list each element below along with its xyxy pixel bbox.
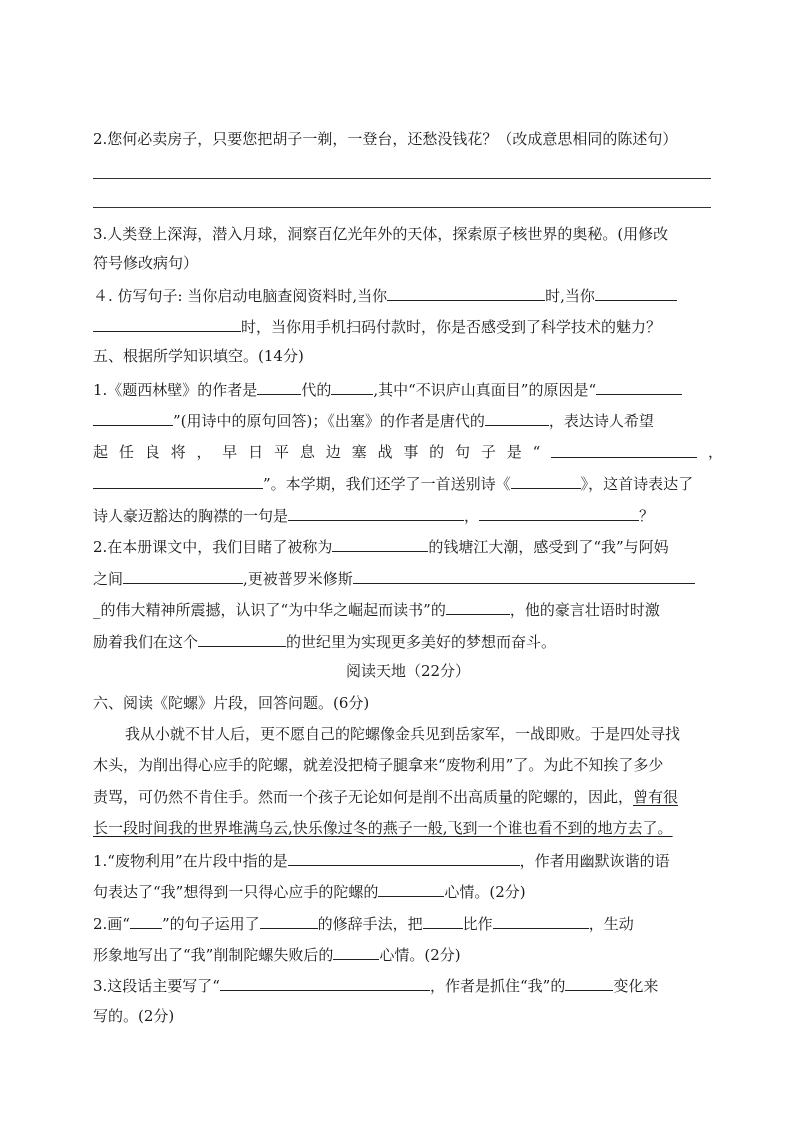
blank[interactable] bbox=[596, 377, 682, 395]
s6q1-text: ，作者用幽默诙谐的语 bbox=[519, 852, 670, 870]
s6q2-text: 形象地写出了“我”削制陀螺失败后的 bbox=[93, 946, 334, 964]
s5q1-line-3 bbox=[93, 440, 723, 464]
s5q2-text: ,更被普罗米修斯 bbox=[243, 570, 353, 588]
blank[interactable] bbox=[378, 879, 444, 897]
blank[interactable] bbox=[331, 377, 373, 395]
s6q1-line-2 bbox=[93, 879, 723, 903]
s5q1-line-5 bbox=[93, 503, 723, 527]
q4-text: 时，当你用手机扫码付款时，你是否感受到了科学技术的魅力？ bbox=[241, 318, 662, 336]
s5q1-text: 代的 bbox=[301, 381, 332, 399]
char: 事 bbox=[403, 443, 419, 461]
blank[interactable] bbox=[595, 283, 677, 301]
blank[interactable] bbox=[288, 503, 464, 521]
q3-line: 3.人类登上深海，潜入月球，洞察百亿光年外的天体，探索原子核世界的奥秘。(用修改 bbox=[93, 225, 669, 243]
char: 子 bbox=[480, 443, 496, 461]
char: ， bbox=[707, 443, 723, 461]
s5q1-text: 》，这首诗表达了 bbox=[580, 475, 694, 493]
char: 句 bbox=[455, 443, 471, 461]
s5q2-line-3 bbox=[93, 597, 723, 621]
s5q1-text: ”(用诗中的原句回答)；《出塞》的作者是唐代的 bbox=[173, 412, 485, 430]
s5q2-line-4 bbox=[93, 629, 723, 653]
s5q1-text: ”。本学期，我们还学了一首送别诗《 bbox=[263, 475, 511, 493]
blank[interactable] bbox=[93, 471, 263, 489]
char: 任 bbox=[118, 443, 134, 461]
blank[interactable] bbox=[93, 408, 173, 426]
blank[interactable] bbox=[220, 973, 430, 991]
s6q2-text: ”的句子运用了 bbox=[161, 915, 260, 933]
s6q2-text: 的修辞手法，把 bbox=[317, 915, 423, 933]
blank[interactable] bbox=[353, 566, 695, 584]
s6q3-text: 变化来 bbox=[613, 977, 659, 995]
char: 边 bbox=[325, 443, 341, 461]
s5q1-line-4 bbox=[93, 471, 723, 495]
blank[interactable] bbox=[333, 942, 379, 960]
answer-line[interactable] bbox=[93, 207, 711, 208]
blank[interactable] bbox=[257, 377, 301, 395]
blank[interactable] bbox=[485, 408, 549, 426]
blank[interactable] bbox=[565, 973, 613, 991]
s6q1-text: 心情。(2分) bbox=[444, 883, 526, 901]
passage-text: 责骂，可仍然不肯住手。然而一个孩子无论如何是削不出高质量的陀螺的，因此， bbox=[93, 788, 634, 806]
blank[interactable] bbox=[332, 534, 428, 552]
char: 早 bbox=[222, 443, 238, 461]
s5q1-text: 诗人豪迈豁达的胸襟的一句是 bbox=[93, 507, 289, 525]
s5q2-line-1 bbox=[93, 534, 723, 558]
s5q2-text: ，他的豪言壮语时时激 bbox=[509, 601, 660, 619]
s6q3-text: ，作者是抓住“我”的 bbox=[429, 977, 566, 995]
s6q1-text: 1.“废物利用”在片段中指的是 bbox=[93, 852, 288, 870]
passage-line: 我从小就不甘人后，更不愿自己的陀螺像金兵见到岳家军，一战即败。于是四处寻找 bbox=[125, 725, 681, 743]
char: “ bbox=[532, 443, 541, 461]
s6q3-line-1 bbox=[93, 973, 723, 997]
underlined-sentence: 长一段时间我的世界堆满乌云,快乐像过冬的燕子一般,飞到一个谁也看不到的地方去了。 bbox=[93, 819, 673, 837]
s6q2-text: 心情。(2分) bbox=[379, 946, 461, 964]
blank[interactable] bbox=[511, 471, 581, 489]
s6q2-text: 比作 bbox=[462, 915, 493, 933]
s5q2-text: 励着我们在这个 bbox=[93, 633, 199, 651]
s5q1-line-1 bbox=[93, 377, 723, 401]
q4-text: 时,当你 bbox=[545, 287, 595, 305]
char: 塞 bbox=[351, 443, 367, 461]
reading-title: 阅读天地（22分） bbox=[345, 662, 471, 680]
section-6-title: 六、阅读《陀螺》片段，回答问题。(6分) bbox=[93, 694, 370, 712]
char: 平 bbox=[274, 443, 290, 461]
q4-line-1 bbox=[93, 283, 723, 307]
char: 起 bbox=[93, 443, 109, 461]
q4-line-2 bbox=[93, 314, 723, 338]
char: 是 bbox=[506, 443, 522, 461]
blank[interactable] bbox=[423, 911, 463, 929]
s5q2-text: 的钱塘江大潮，感受到了“我”与阿妈 bbox=[428, 538, 669, 556]
s6q3-text: 3.这段话主要写了“ bbox=[93, 977, 220, 995]
q4-prompt: ４. 仿写句子: 当你启动电脑查阅资料时,当你 bbox=[93, 287, 388, 305]
char: 的 bbox=[429, 443, 445, 461]
s6q1-text: 句表达了“我”想得到一只得心应手的陀螺的 bbox=[93, 883, 379, 901]
s5q2-text: 之间 bbox=[93, 570, 124, 588]
blank[interactable] bbox=[551, 440, 697, 458]
blank[interactable] bbox=[198, 629, 286, 647]
char: 战 bbox=[377, 443, 393, 461]
s5q2-text: 的世纪里为实现更多美好的梦想而奋斗。 bbox=[286, 633, 557, 651]
s6q2-line-2 bbox=[93, 942, 723, 966]
q2-text: 2.您何必卖房子，只要您把胡子一剃，一登台，还愁没钱花？（改成意思相同的陈述句） bbox=[93, 130, 678, 148]
char: 息 bbox=[299, 443, 315, 461]
underlined-sentence: 曾有很 bbox=[633, 788, 679, 806]
blank[interactable] bbox=[123, 566, 243, 584]
blank[interactable] bbox=[387, 283, 545, 301]
s5q1-text: ,其中“不识庐山真面目”的原因是“ bbox=[373, 381, 597, 399]
char: 日 bbox=[248, 443, 264, 461]
s5q1-text: ， bbox=[464, 507, 480, 525]
s5q1-text: ？ bbox=[639, 507, 655, 525]
s6q3-line-2: 写的。(2分) bbox=[93, 1007, 175, 1025]
blank[interactable] bbox=[493, 911, 589, 929]
blank[interactable] bbox=[446, 597, 510, 615]
section-5-title: 五、根据所学知识填空。(14分) bbox=[93, 347, 304, 365]
blank[interactable] bbox=[260, 911, 318, 929]
s6q2-text: ，生动 bbox=[588, 915, 634, 933]
answer-line[interactable] bbox=[93, 178, 711, 179]
s5q2-text: _的伟大精神所震撼，认识了“为中华之崛起而读书”的 bbox=[93, 601, 446, 619]
char: 将 bbox=[170, 443, 186, 461]
s5q1-line-2 bbox=[93, 408, 723, 432]
s6q2-text: 2.画“ bbox=[93, 915, 130, 933]
s6q1-line-1 bbox=[93, 848, 723, 872]
char: 良 bbox=[144, 443, 160, 461]
s5q1-text: ，表达诗人希望 bbox=[548, 412, 654, 430]
s6q2-line-1 bbox=[93, 911, 723, 935]
q3-line: 符号修改病句） bbox=[93, 254, 199, 272]
s5q2-text: 2.在本册课文中，我们目睹了被称为 bbox=[93, 538, 333, 556]
blank[interactable] bbox=[288, 848, 520, 866]
s5q1-text: 1.《题西林壁》的作者是 bbox=[93, 381, 258, 399]
passage-line bbox=[93, 785, 723, 809]
blank[interactable] bbox=[93, 314, 241, 332]
blank[interactable] bbox=[479, 503, 639, 521]
char: ， bbox=[196, 443, 212, 461]
s5q2-line-2 bbox=[93, 566, 723, 590]
blank[interactable] bbox=[130, 911, 162, 929]
passage-line: 木头，为削出得心应手的陀螺，就差没把椅子腿拿来“废物利用”了。为此不知挨了多少 bbox=[93, 756, 664, 774]
